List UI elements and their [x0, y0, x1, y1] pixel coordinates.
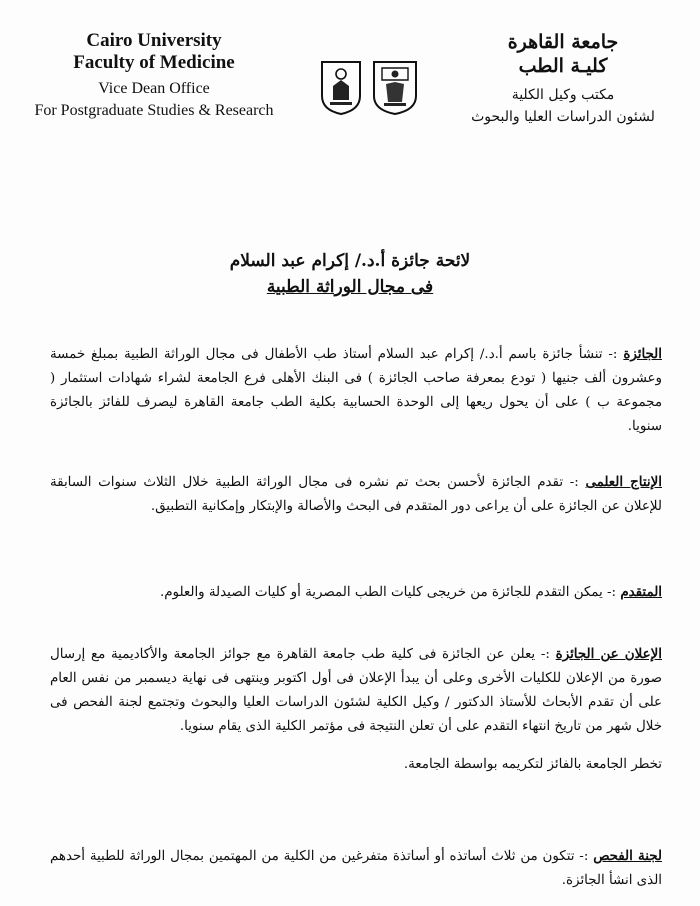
section-committee — [50, 844, 662, 893]
department-name-en: For Postgraduate Studies & Research — [34, 102, 274, 119]
section-text: تنشأ جائزة باسم أ.د./ إكرام عبد السلام أستاذ طب الأطفال فى مجال الوراثة الطبية بمبلغ خمسة وعشرون ألف جنيها ( تودع بمعرفة صاحب الجائزة ) فى البنك الأهلى فرع الجامعة لشراء شهادات استثمار ( مجموعة ب ) على أن يحول ريعها إلى الوحدة الحسابية بكلية الطب جامعة القاهرة ليصرف للفائز بالجائزة سنويا. — [50, 347, 662, 434]
office-name-ar: مكتب وكيل الكلية — [511, 87, 615, 103]
section-scientific-output — [50, 470, 662, 519]
section-note: تخطر الجامعة بالفائز لتكريمه بواسطة الجامعة. — [403, 757, 662, 772]
faculty-name-ar: كليـة الطب — [518, 55, 608, 77]
section-separator: :- — [602, 347, 624, 362]
office-name-en: Vice Dean Office — [98, 80, 210, 97]
faculty-name-en: Faculty of Medicine — [73, 52, 235, 73]
section-separator: :- — [563, 475, 586, 490]
section-label: المتقدم — [620, 584, 662, 600]
section-text: تتكون من ثلاث أساتذه أو أساتذة متفرغين من الكلية من المهتمين بمجال الوراثة للطبية أحدهم الذى انشأ الجائزة. — [50, 849, 662, 888]
title-line-1: لائحة جائزة أ.د./ إكرام عبد السلام — [229, 251, 471, 271]
section-prize — [50, 342, 662, 439]
section-label: الإعلان عن الجائزة — [555, 646, 662, 662]
section-text: يمكن التقدم للجائزة من خريجى كليات الطب المصرية أو كليات الصيدلة والعلوم. — [160, 585, 603, 600]
university-name-en: Cairo University — [86, 30, 222, 51]
title-line-2: فى مجال الوراثة الطبية — [266, 277, 434, 297]
university-name-ar: جامعة القاهرة — [507, 31, 619, 53]
department-name-ar: لشئون الدراسات العليا والبحوث — [471, 109, 655, 125]
arabic-letterhead — [448, 30, 678, 128]
cairo-university-logo — [322, 62, 360, 114]
section-label: الجائزة — [623, 346, 662, 362]
faculty-of-medicine-logo — [374, 62, 416, 114]
section-text: يعلن عن الجائزة فى كلية طب جامعة القاهرة مع جوائز الجامعة والأكاديمية مع إرسال صورة من الإعلان للكليات الأخرى وعلى أن يبدأ الإعلان فى أول اكتوبر وينتهى فى نهاية ديسمبر من نفس العام على أن تقدم الأبحاث للأستاذ الدكتور / وكيل الكلية لشئون الدراسات العليا والبحوث وتجتمع لجنة الفحص فى خلال شهر من تاريخ انتهاء التقدم على أن تعلن النتيجة فى مؤتمر الكلية الذى يقام سنويا. — [50, 647, 662, 734]
document-title — [0, 248, 700, 300]
english-letterhead — [14, 30, 294, 122]
section-separator: :- — [574, 849, 594, 864]
section-applicant — [50, 580, 662, 605]
section-announcement — [50, 642, 662, 777]
section-separator: :- — [602, 585, 621, 600]
section-text: تقدم الجائزة لأحسن بحث تم نشره فى مجال الوراثة الطبية خلال الثلاث سنوات السابقة للإعلان عن الجائزة على أن يراعى دور المتقدم فى البحث والأصالة والإبتكار وإمكانية التطبيق. — [50, 475, 662, 514]
university-logos — [316, 56, 422, 116]
section-separator: :- — [535, 647, 556, 662]
section-label: لجنة الفحص — [593, 848, 662, 864]
section-label: الإنتاج العلمى — [585, 474, 662, 490]
